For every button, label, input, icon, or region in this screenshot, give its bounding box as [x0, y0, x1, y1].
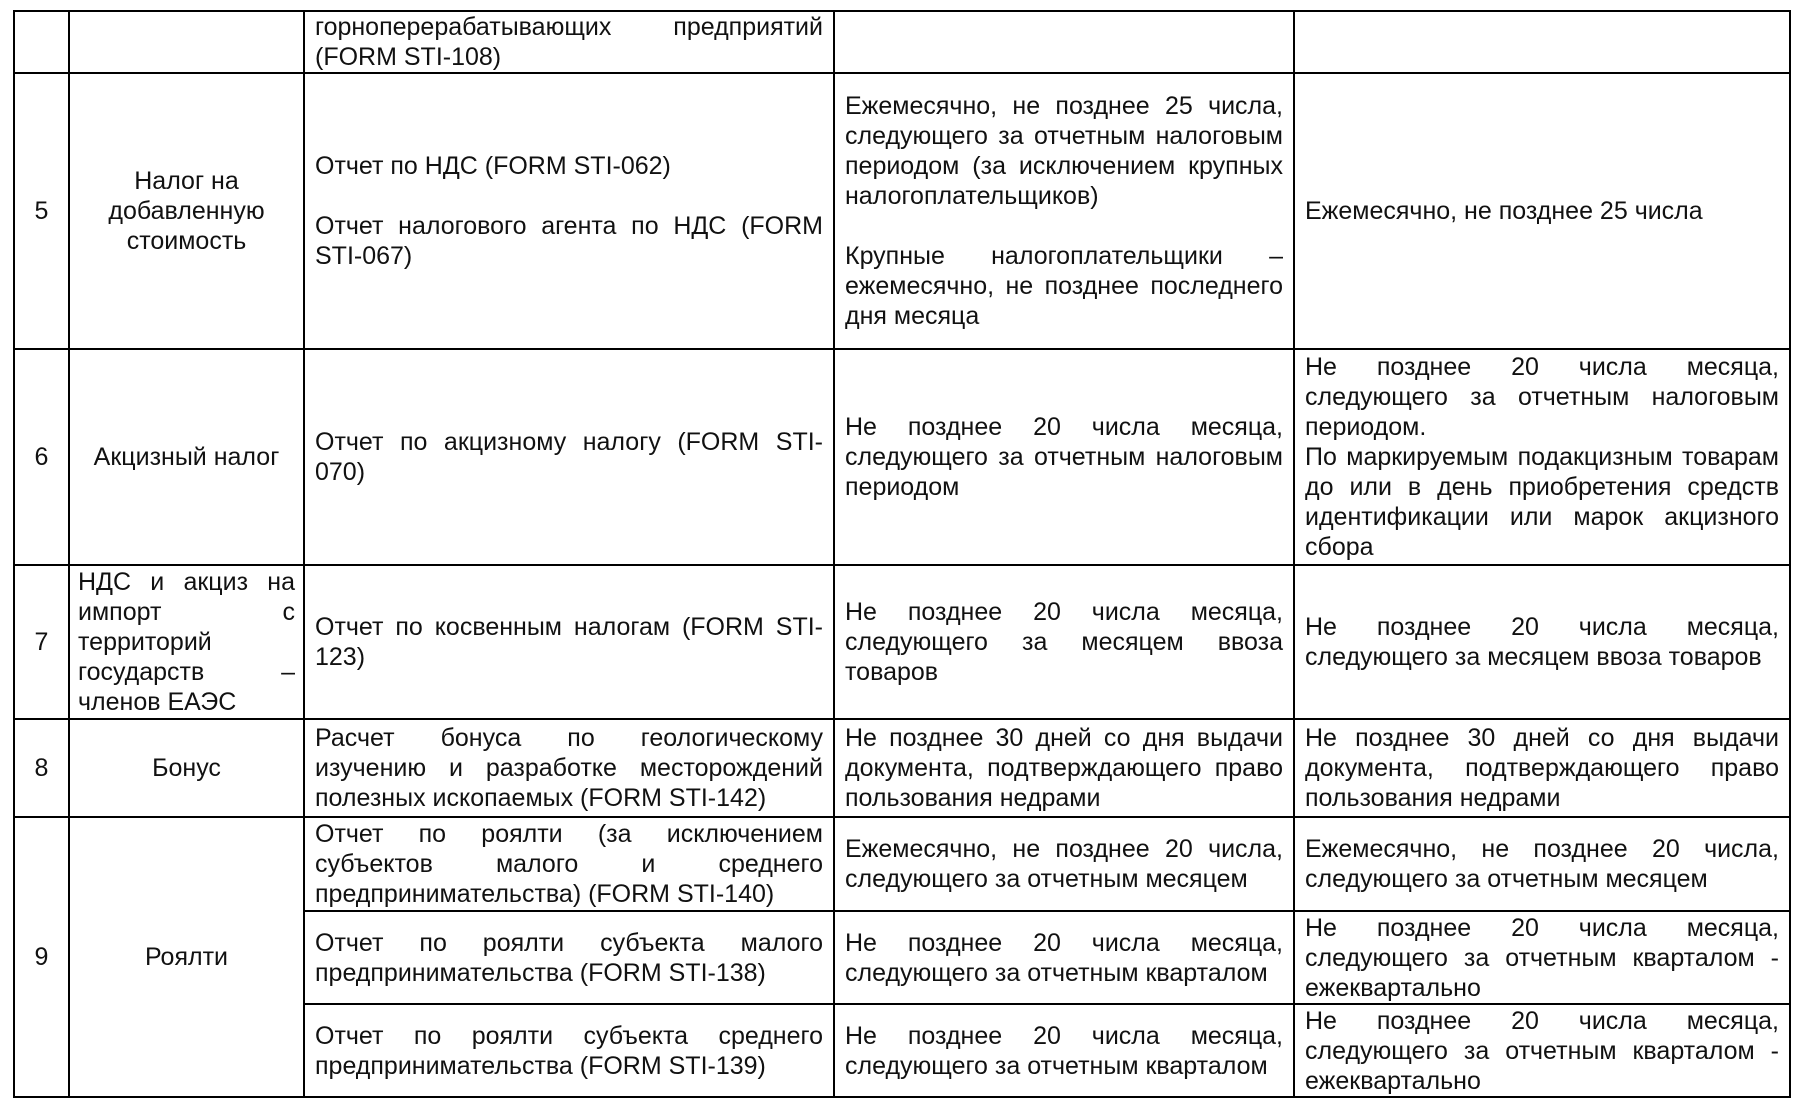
deadline-legal-cell: Не позднее 20 числа месяца, следующего за отчетным кварталом - ежеквартально — [1294, 911, 1790, 1004]
report-form-cell — [304, 73, 834, 349]
deadline-legal-cell: Не позднее 20 числа месяца, следующего за месяцем ввоза товаров — [1294, 565, 1790, 719]
deadline-individual-cell: Не позднее 30 дней со дня выдачи документа, подтверждающего право пользования недрами — [834, 719, 1294, 817]
deadline-legal-marked-goods: По маркируемым подакцизным товарам до или в день приобретения средств идентификации или марок акцизного сбора — [1305, 443, 1779, 561]
table-row — [14, 719, 1790, 817]
report-form-vat: Отчет по НДС (FORM STI-062) — [315, 152, 671, 180]
deadline-legal-cell: Не позднее 20 числа месяца, следующего за отчетным кварталом - ежеквартально — [1294, 1004, 1790, 1097]
deadline-legal-cell: Ежемесячно, не позднее 25 числа — [1294, 73, 1790, 349]
report-form-cell: Отчет по косвенным налогам (FORM STI-123) — [304, 565, 834, 719]
tax-name-cell — [69, 11, 304, 73]
deadline-individual-cell: Не позднее 20 числа месяца, следующего за отчетным кварталом — [834, 911, 1294, 1004]
tax-name-cell: Бонус — [69, 719, 304, 817]
tax-name-cell: Роялти — [69, 817, 304, 1097]
report-form-cell: Расчет бонуса по геологическому изучению и разработке месторождений полезных ископаемых (FORM STI-142) — [304, 719, 834, 817]
tax-name-cell: НДС и акциз на импорт с территорий государств – членов ЕАЭС — [69, 565, 304, 719]
deadline-legal-general: Не позднее 20 числа месяца, следующего за отчетным налоговым периодом. — [1305, 353, 1779, 441]
tax-name-cell: Акцизный налог — [69, 349, 304, 565]
tax-name-cell: Налог на добавленную стоимость — [69, 73, 304, 349]
deadline-legal-cell: Ежемесячно, не позднее 20 числа, следующего за отчетным месяцем — [1294, 817, 1790, 911]
deadline-general: Ежемесячно, не позднее 25 числа, следующего за отчетным налоговым периодом (за исключением крупных налогоплательщиков) — [845, 92, 1283, 210]
table-row — [14, 73, 1790, 349]
deadline-individual-cell: Не позднее 20 числа месяца, следующего за отчетным кварталом — [834, 1004, 1294, 1097]
report-form-vat-agent: Отчет налогового агента по НДС (FORM STI-067) — [315, 212, 823, 270]
deadline-legal-cell — [1294, 11, 1790, 73]
deadline-individual-cell: Не позднее 20 числа месяца, следующего за отчетным налоговым периодом — [834, 349, 1294, 565]
row-number-cell — [14, 11, 69, 73]
deadline-individual-cell — [834, 73, 1294, 349]
tax-reporting-table — [13, 10, 1791, 1098]
table-row — [14, 565, 1790, 719]
table-row — [14, 817, 1790, 911]
deadline-individual-cell: Ежемесячно, не позднее 20 числа, следующего за отчетным месяцем — [834, 817, 1294, 911]
deadline-large-taxpayers: Крупные налогоплательщики – ежемесячно, не позднее последнего дня месяца — [845, 242, 1283, 330]
table-row — [14, 11, 1790, 73]
report-form-cell: Отчет по роялти (за исключением субъектов малого и среднего предпринимательства) (FORM STI-140) — [304, 817, 834, 911]
deadline-individual-cell — [834, 11, 1294, 73]
report-form-cell: Отчет по роялти субъекта среднего предпринимательства (FORM STI-139) — [304, 1004, 834, 1097]
row-number-cell: 6 — [14, 349, 69, 565]
row-number-cell: 7 — [14, 565, 69, 719]
deadline-individual-cell: Не позднее 20 числа месяца, следующего за месяцем ввоза товаров — [834, 565, 1294, 719]
report-form-cell: Отчет по акцизному налогу (FORM STI-070) — [304, 349, 834, 565]
row-number-cell: 5 — [14, 73, 69, 349]
row-number-cell: 9 — [14, 817, 69, 1097]
report-form-cell: горноперерабатывающих предприятий (FORM STI-108) — [304, 11, 834, 73]
table-row — [14, 349, 1790, 565]
row-number-cell: 8 — [14, 719, 69, 817]
report-form-cell: Отчет по роялти субъекта малого предпринимательства (FORM STI-138) — [304, 911, 834, 1004]
deadline-legal-cell: Не позднее 30 дней со дня выдачи документа, подтверждающего право пользования недрами — [1294, 719, 1790, 817]
deadline-legal-cell — [1294, 349, 1790, 565]
